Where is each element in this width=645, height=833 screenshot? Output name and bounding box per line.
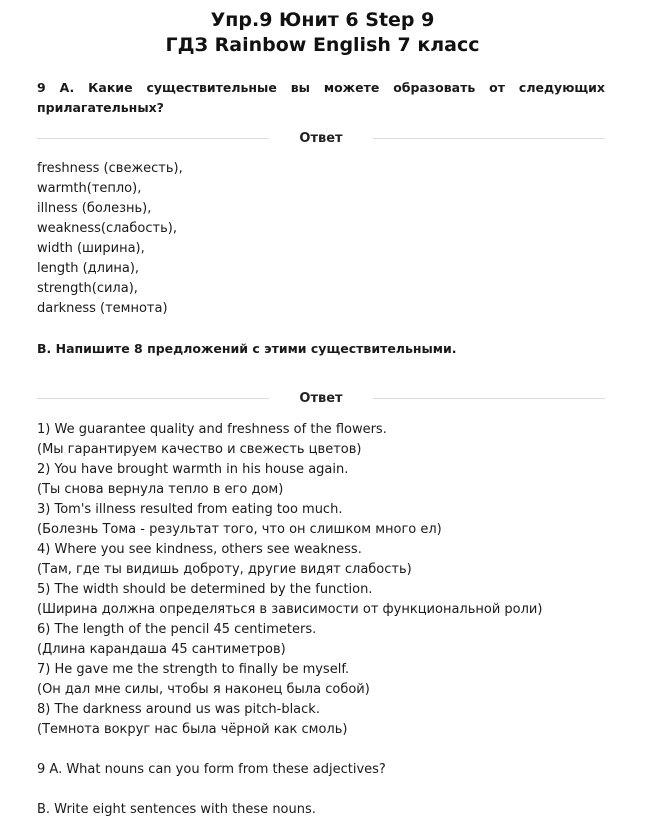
answer-line: length (длина), — [37, 261, 140, 276]
divider-right — [373, 398, 605, 399]
divider-right — [373, 138, 605, 139]
task-b-answer-label: Ответ — [299, 390, 343, 406]
sentence-line: 8) The darkness around us was pitch-black. — [37, 702, 320, 717]
translation-line: (Там, где ты видишь доброту, другие видят слабость) — [37, 562, 412, 577]
title-line-2: ГДЗ Rainbow English 7 класс — [165, 34, 480, 56]
sentence-line: 1) We guarantee quality and freshness of the flowers. — [37, 422, 387, 437]
answer-line: width (ширина), — [37, 241, 145, 256]
translation-line: (Он дал мне силы, чтобы я наконец была собой) — [37, 682, 370, 697]
task-a-question: 9 A. Какие существительные вы можете образовать от следующих прилагательных? — [37, 80, 605, 115]
sentence-line: 3) Tom's illness resulted from eating too much. — [37, 502, 343, 517]
sentence-line: 7) He gave me the strength to finally be myself. — [37, 662, 350, 677]
translation-line: (Болезнь Тома - результат того, что он слишком много ел) — [37, 522, 442, 537]
task-a-answer-header — [37, 128, 605, 148]
sentence-line: 4) Where you see kindness, others see weakness. — [37, 542, 362, 557]
answer-line: warmth(тепло), — [37, 181, 142, 196]
sentence-line: 6) The length of the pencil 45 centimeters. — [37, 622, 317, 637]
translation-line: (Мы гарантируем качество и свежесть цветов) — [37, 442, 362, 457]
answer-line: darkness (темнота) — [37, 301, 168, 316]
translation-line: (Ты снова вернула тепло в его дом) — [37, 482, 284, 497]
page-title — [0, 8, 645, 58]
answer-line: weakness(слабость), — [37, 221, 177, 236]
task-a-answer-label: Ответ — [299, 130, 343, 146]
translation-line: (Темнота вокруг нас была чёрной как смоль) — [37, 722, 348, 737]
answer-line: strength(сила), — [37, 281, 138, 296]
translation-line: (Длина карандаша 45 сантиметров) — [37, 642, 286, 657]
answer-line: illness (болезнь), — [37, 201, 152, 216]
divider-left — [37, 138, 269, 139]
footer-line-a: 9 A. What nouns can you form from these adjectives? — [37, 762, 386, 777]
title-line-1: Упр.9 Юнит 6 Step 9 — [210, 9, 435, 31]
answer-line: freshness (свежесть), — [37, 161, 183, 176]
sentence-line: 2) You have brought warmth in his house again. — [37, 462, 349, 477]
sentence-line: 5) The width should be determined by the function. — [37, 582, 373, 597]
task-b-answer-header — [37, 388, 605, 408]
task-b-question: B. Напишите 8 предложений с этими существительными. — [37, 341, 457, 356]
footer-line-b: B. Write eight sentences with these nouns. — [37, 802, 316, 817]
translation-line: (Ширина должна определяться в зависимости от функциональной роли) — [37, 602, 543, 617]
task-a-answer-list — [37, 159, 617, 319]
divider-left — [37, 398, 269, 399]
task-b-answer-list — [37, 420, 617, 740]
